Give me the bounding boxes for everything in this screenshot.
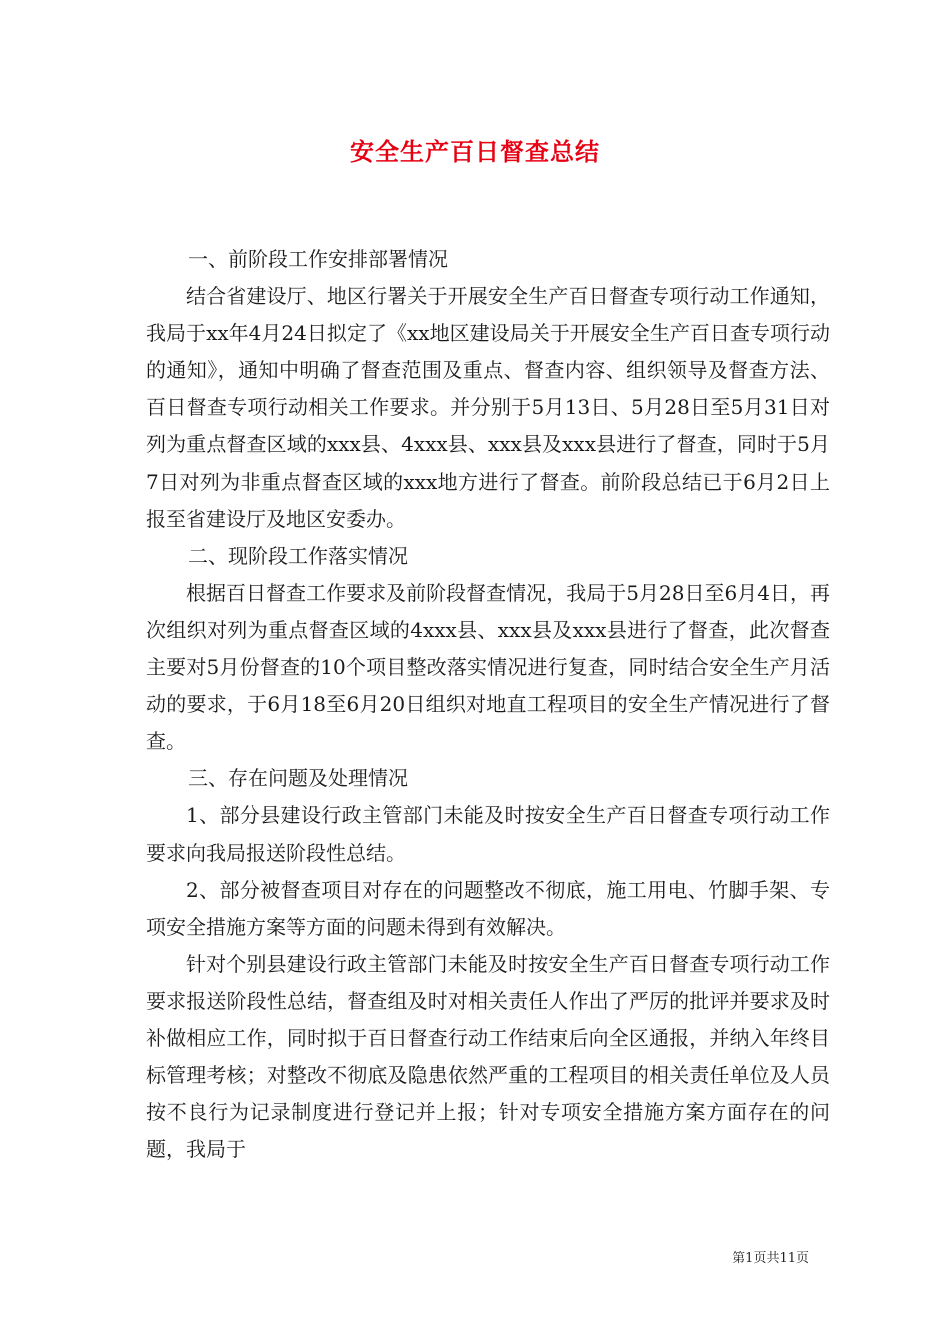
paragraph-4: 2、部分被督查项目对存在的问题整改不彻底，施工用电、竹脚手架、专项安全措施方案等方面的问题未得到有效解决。 [146,877,830,939]
paragraph-1: 结合省建设厅、地区行署关于开展安全生产百日督查专项行动工作通知，我局于xx年4月24日拟定了《xx地区建设局关于开展安全生产百日查专项行动的通知》，通知中明确了督查范围及重点、督查内容、组织领导及督查方法、百日督查专项行动相关工作要求。并分别于5月13日、5月28日至5月31日对列为重点督查区域的xxx县、4xxx县、xxx县及xxx县进行了督查，同时于5月7日对列为非重点督查区域的xxx地方进行了督查。前阶段总结已于6月2日上报至省建设厅及地区安委办。 [146,284,830,531]
paragraph-5: 针对个别县建设行政主管部门未能及时按安全生产百日督查专项行动工作要求报送阶段性总结，督查组及时对相关责任人作出了严厉的批评并要求及时补做相应工作，同时拟于百日督查行动工作结束后向全区通报，并纳入年终目标管理考核；对整改不彻底及隐患依然严重的工程项目的相关责任单位及人员按不良行为记录制度进行登记并上报；针对专项安全措施方案方面存在的问题，我局于 [146,951,830,1162]
section-heading-1: 一、前阶段工作安排部署情况 [188,247,448,271]
page-number: 第1页共11页 [732,1251,809,1266]
paragraph-2: 根据百日督查工作要求及前阶段督查情况，我局于5月28日至6月4日，再次组织对列为重点督查区域的4xxx县、xxx县及xxx县进行了督查，此次督查主要对5月份督查的10个项目整改落实情况进行复查，同时结合安全生产月活动的要求，于6月18至6月20日组织对地直工程项目的安全生产情况进行了督查。 [146,580,830,754]
section-heading-3: 三、存在问题及处理情况 [188,766,408,791]
paragraph-3: 1、部分县建设行政主管部门未能及时按安全生产百日督查专项行动工作要求向我局报送阶段性总结。 [146,803,830,865]
section-heading-2: 二、现阶段工作落实情况 [188,543,408,568]
document-title: 安全生产百日督查总结 [350,138,600,166]
document-body [146,241,830,1168]
